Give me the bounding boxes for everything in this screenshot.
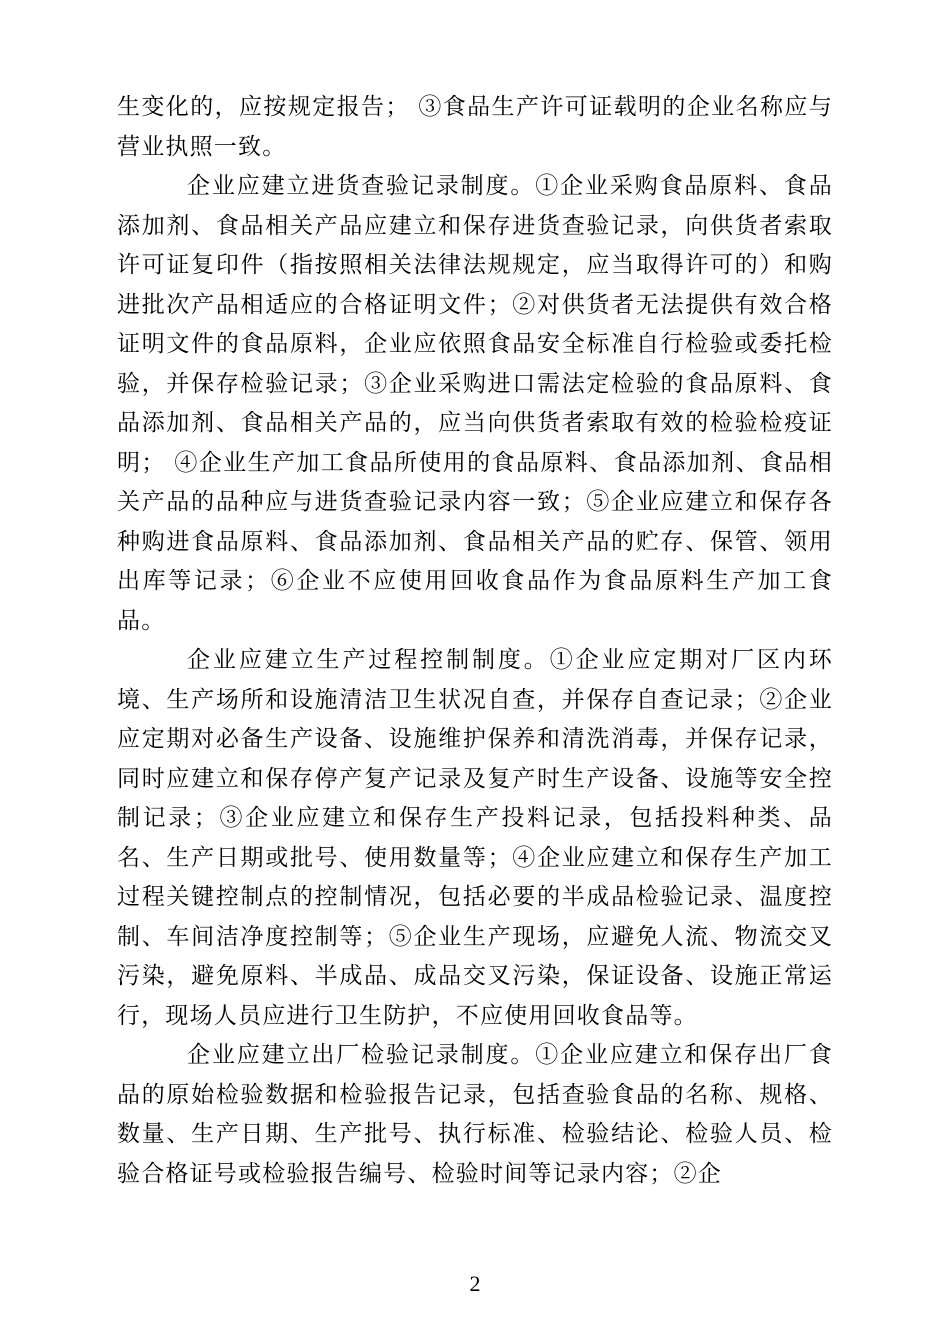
paragraph-incoming-inspection: 企业应建立进货查验记录制度。①企业采购食品原料、食品添加剂、食品相关产品应建立和保存进货查验记录，向供货者索取许可证复印件（指按照相关法律法规规定，应当取得许可的）和购进批次产品相适应的合格证明文件；②对供货者无法提供有效合格证明文件的食品原料，企业应依照食品安全标准自行检验或委托检验，并保存检验记录；③企业采购进口需法定检验的食品原料、食品添加剂、食品相关产品的，应当向供货者索取有效的检验检疫证明； ④企业生产加工食品所使用的食品原料、食品添加剂、食品相关产品的品种应与进货查验记录内容一致；⑤企业应建立和保存各种购进食品原料、食品添加剂、食品相关产品的贮存、保管、领用出库等记录；⑥企业不应使用回收食品作为食品原料生产加工食品。: [117, 173, 833, 634]
paragraph-license-continuation: 生变化的，应按规定报告； ③食品生产许可证载明的企业名称应与营业执照一致。: [117, 94, 833, 160]
page-number: 2: [469, 1271, 481, 1296]
document-body: [117, 88, 833, 1194]
paragraph-production-control: 企业应建立生产过程控制制度。①企业应定期对厂区内环境、生产场所和设施清洁卫生状况自查，并保存自查记录；②企业应定期对必备生产设备、设施维护保养和清洗消毒，并保存记录，同时应建立和保存停产复产记录及复产时生产设备、设施等安全控制记录；③企业应建立和保存生产投料记录，包括投料种类、品名、生产日期或批号、使用数量等；④企业应建立和保存生产加工过程关键控制点的控制情况，包括必要的半成品检验记录、温度控制、车间洁净度控制等；⑤企业生产现场，应避免人流、物流交叉污染，避免原料、半成品、成品交叉污染，保证设备、设施正常运行，现场人员应进行卫生防护，不应使用回收食品等。: [117, 647, 833, 1029]
paragraph-factory-inspection: 企业应建立出厂检验记录制度。①企业应建立和保存出厂食品的原始检验数据和检验报告记录，包括查验食品的名称、规格、数量、生产日期、生产批号、执行标准、检验结论、检验人员、检验合格证号或检验报告编号、检验时间等记录内容；②企: [117, 1042, 833, 1187]
